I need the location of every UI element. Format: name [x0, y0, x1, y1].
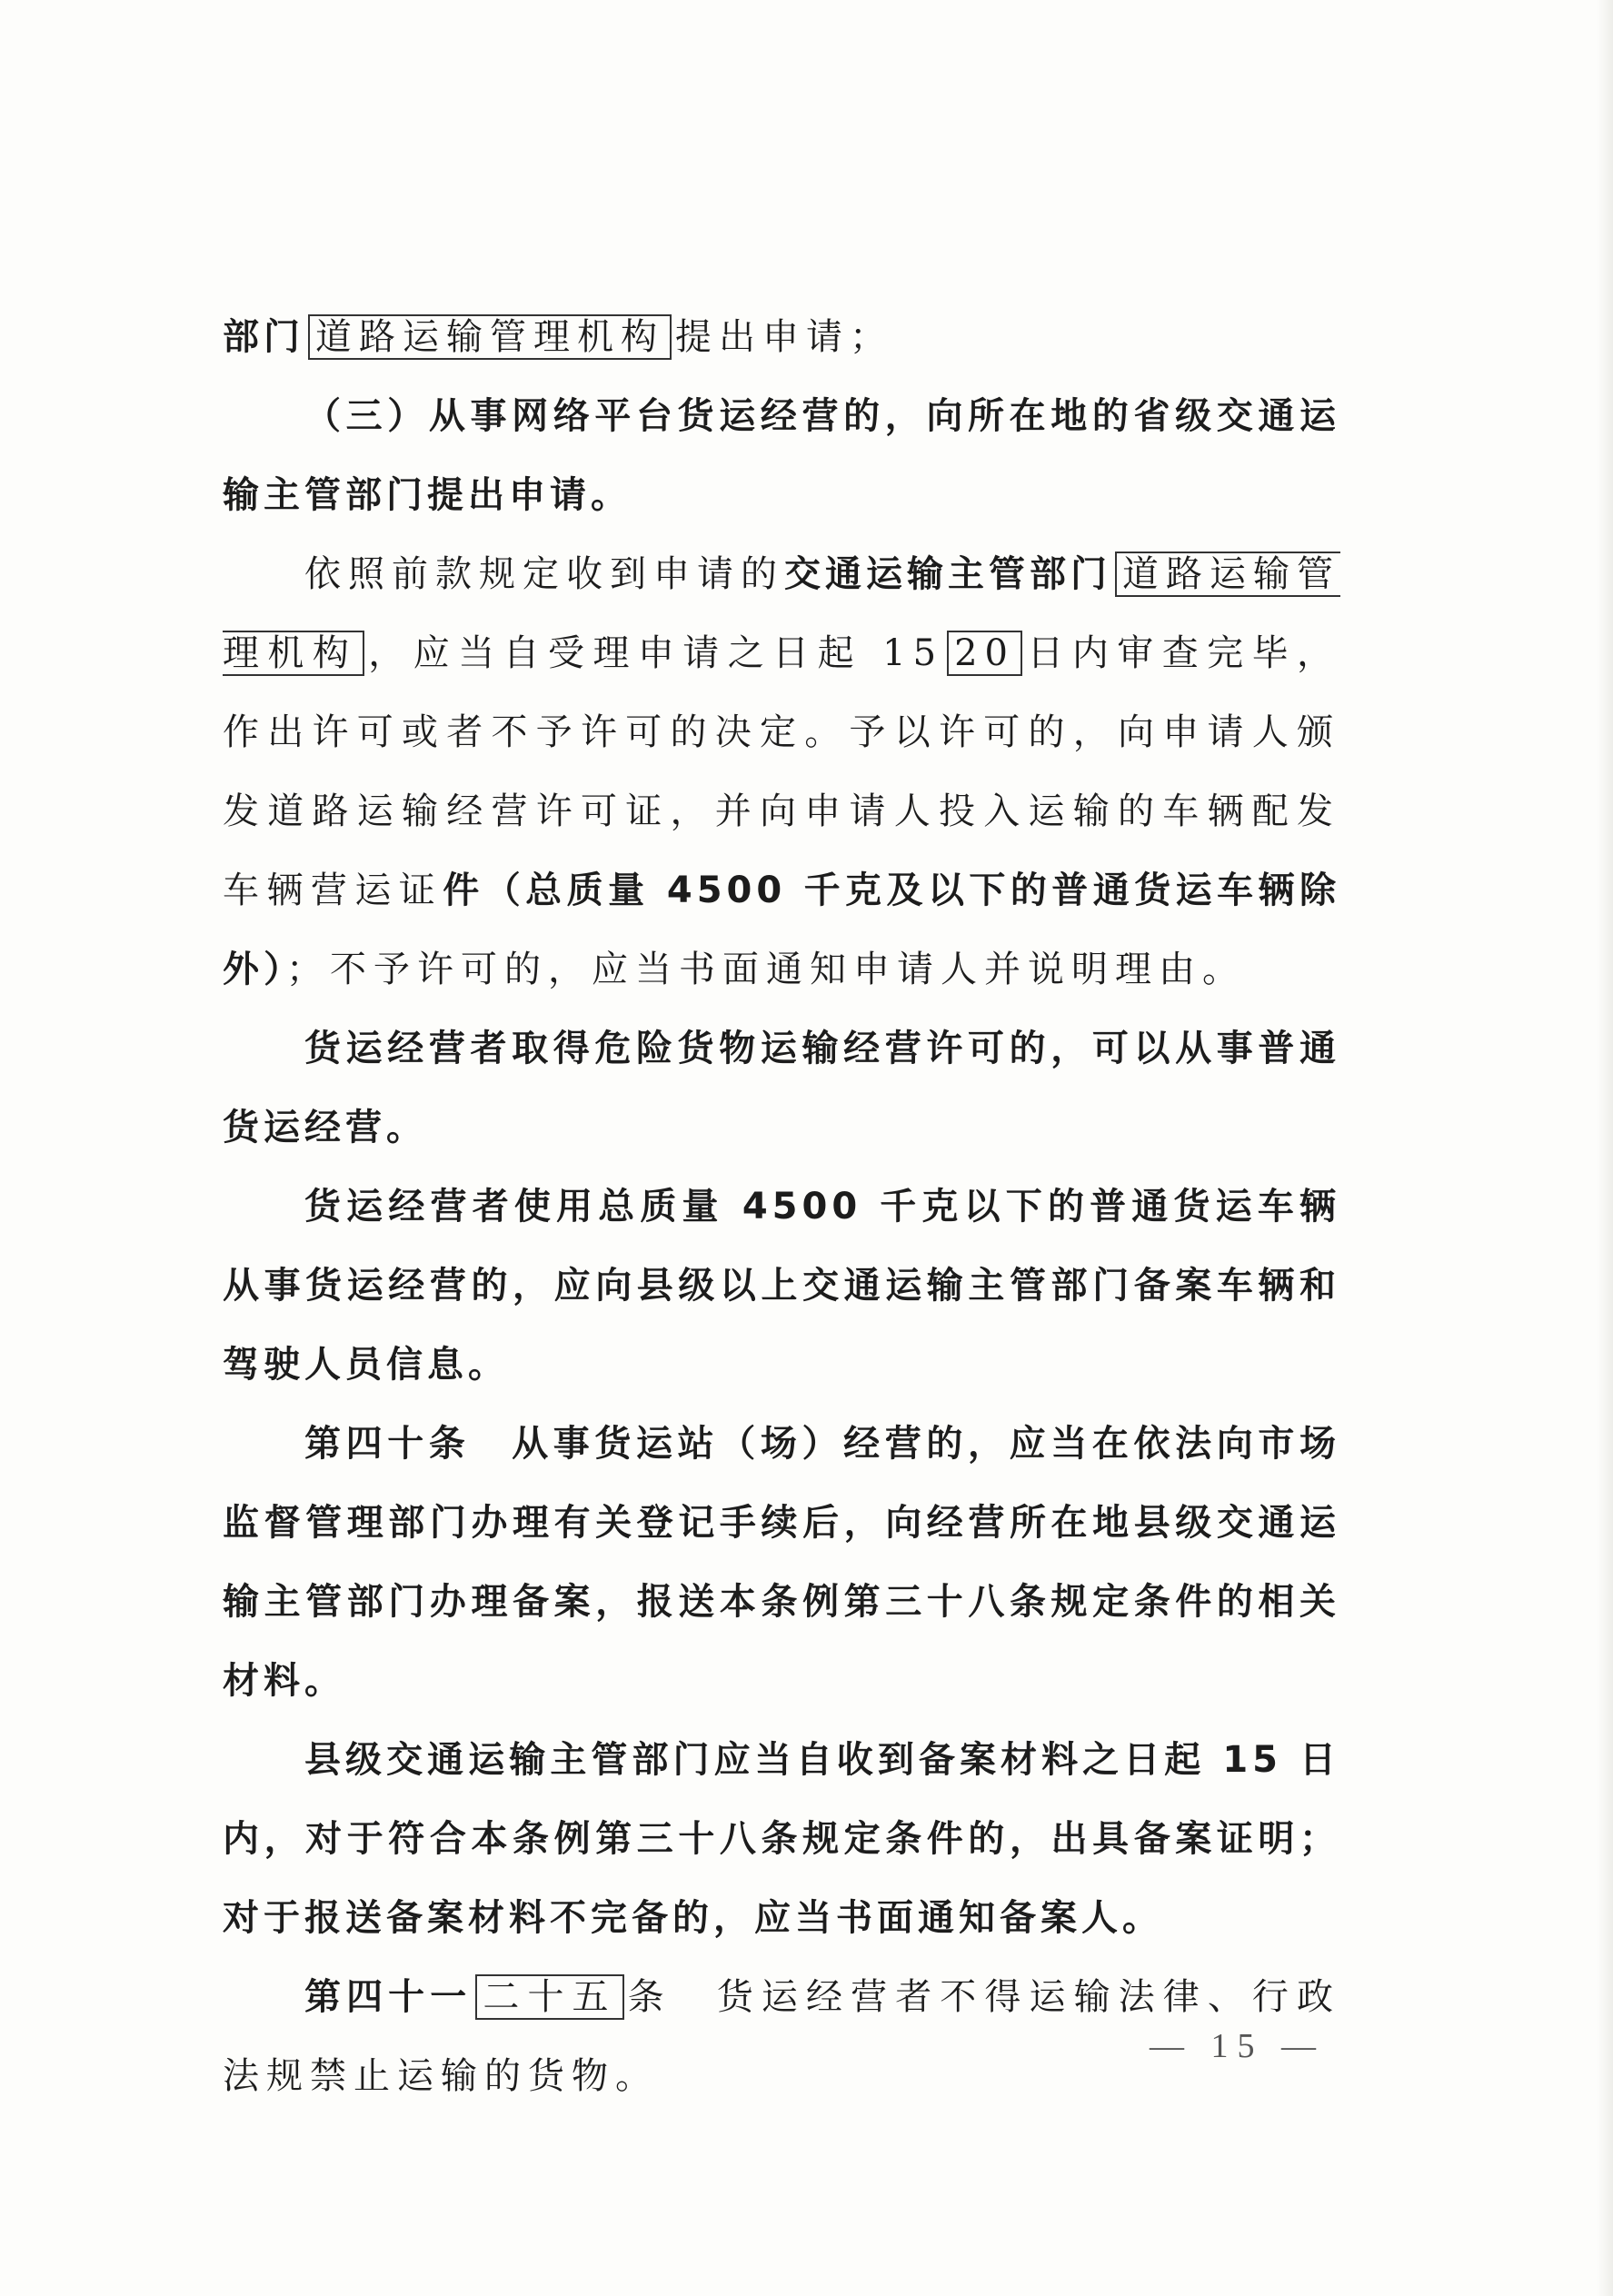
page-number: — 15 —: [1150, 2027, 1325, 2065]
p3-lead: 依照前款规定收到申请的: [304, 553, 784, 595]
scan-edge: [1597, 0, 1613, 2296]
p3-bold-insert: 交通运输主管部门: [784, 553, 1111, 595]
deleted-number-box: 20: [947, 631, 1022, 676]
paragraph-5: 货运经营者使用总质量 4500 千克以下的普通货运车辆从事货运经营的，应向县级以上交通运输主管部门备案车辆和驾驶人员信息。: [223, 1186, 1340, 1386]
article-41-number: 第四十一: [304, 1976, 473, 2018]
deleted-text-box: 道路运输管理机构: [308, 314, 672, 360]
p1-bold: 部门: [223, 316, 304, 358]
body-text: [223, 298, 1340, 2116]
p3-tail: ；不予许可的，应当书面通知申请人并说明理由。: [286, 949, 1246, 990]
deleted-text-box: 道路运输管理机构: [223, 553, 1340, 674]
p3-mid: ，应当自受理申请之日起 15: [368, 632, 944, 674]
article-41-text: 条 货运经营者不得运输法律、行政法规禁止运输的货物。: [223, 1976, 1341, 2097]
article-40: 第四十条 从事货运站（场）经营的，应当在依法向市场监督管理部门办理有关登记手续后，向经营所在地县级交通运输主管部门办理备案，报送本条例第三十八条规定条件的相关材料。: [223, 1423, 1340, 1702]
p3-bold-insert-2: 件（总质量 4500 千克及以下的普通货运车辆除外）: [223, 870, 1341, 990]
paragraph-3: [223, 535, 1340, 1009]
paragraph-7: 县级交通运输主管部门应当自收到备案材料之日起 15 日内，对于符合本条例第三十八条规定条件的，出具备案证明；对于报送备案材料不完备的，应当书面通知备案人。: [223, 1739, 1340, 1939]
paragraph-2: （三）从事网络平台货运经营的，向所在地的省级交通运输主管部门提出申请。: [223, 395, 1340, 516]
paragraph-1: [223, 298, 1340, 377]
paragraph-4: 货运经营者取得危险货物运输经营许可的，可以从事普通货运经营。: [223, 1028, 1340, 1148]
p1-tail: 提出申请；: [675, 316, 893, 358]
deleted-number-box: 二十五: [475, 1974, 623, 2020]
p3-body: 日内审查完毕，作出许可或者不予许可的决定。予以许可的，向申请人颁发道路运输经营许可证，并向申请人投入运输的车辆配发车辆营运证: [223, 632, 1340, 911]
